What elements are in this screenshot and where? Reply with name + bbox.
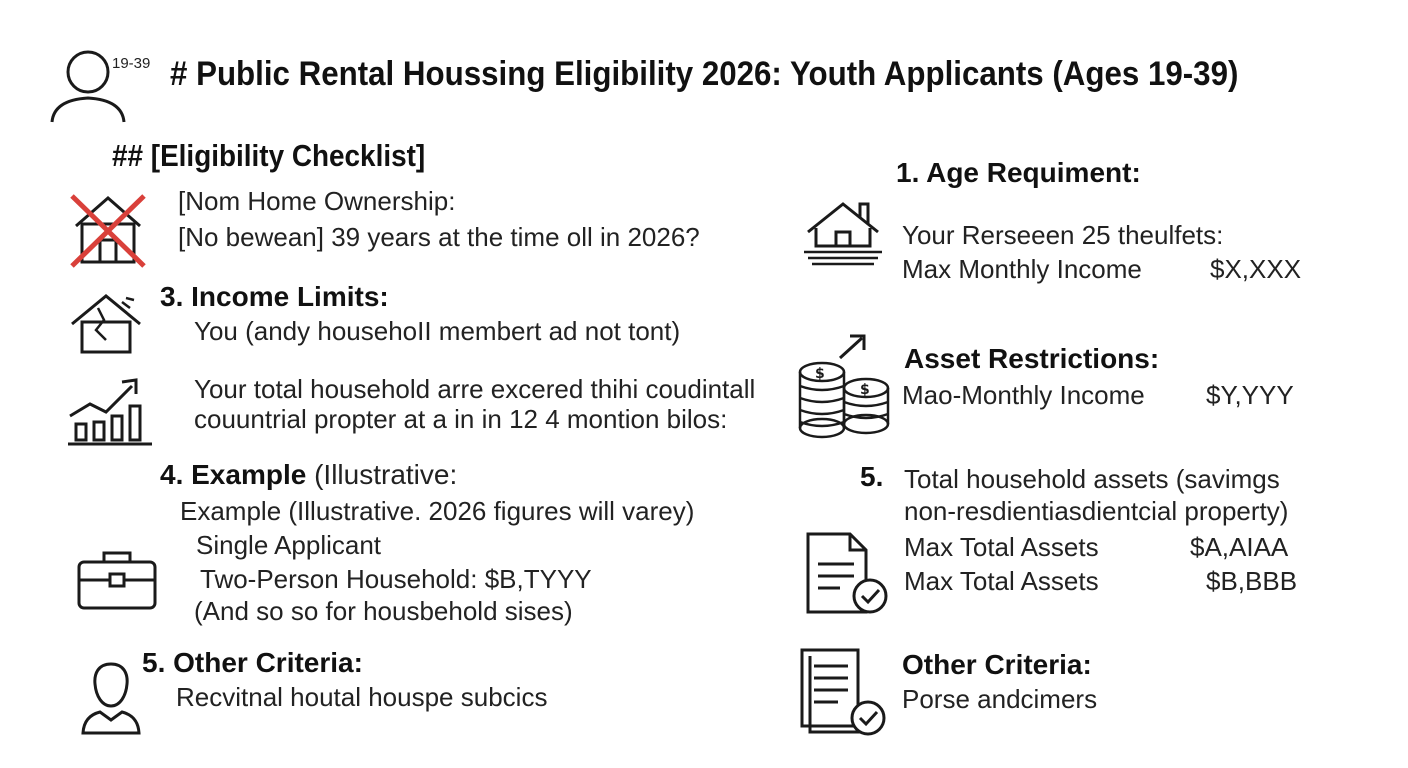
growth-chart-icon — [66, 372, 154, 448]
age-requirement-heading: 1. Age Requiment: — [896, 157, 1141, 188]
svg-text:$: $ — [860, 382, 870, 398]
user-icon — [80, 660, 142, 736]
age-requirement-line1: Your Rerseeen 25 theulfets: — [902, 220, 1224, 250]
age-range-badge: 19-39 — [112, 55, 151, 72]
svg-text:$: $ — [815, 366, 825, 382]
max-total-assets-label2: Max Total Assets — [904, 566, 1099, 596]
example-heading-rest: (Illustrative: — [314, 459, 458, 490]
briefcase-icon — [76, 548, 158, 612]
asset-restrictions-heading: Asset Restrictions: — [904, 343, 1160, 374]
house-icon — [802, 196, 884, 266]
income-limits-heading: 3. Income Limits: — [160, 281, 389, 312]
max-total-assets-value2: $B,BBB — [1206, 566, 1298, 596]
age-max-income-value: $X,XXX — [1210, 254, 1302, 284]
right-other-criteria-heading: Other Criteria: — [902, 649, 1092, 680]
document-check-icon — [804, 530, 890, 616]
example-line4: (And so so for housbehold sises) — [194, 596, 573, 626]
home-ownership-line1: [Nom Home Ownership: — [178, 186, 456, 216]
example-heading — [160, 460, 457, 490]
asset-monthly-income-label: Mao-Monthly Income — [902, 380, 1145, 410]
home-ownership-line2: [No bewean] 39 years at the time oll in 2026? — [178, 222, 700, 252]
total-assets-number: 5. — [860, 461, 884, 492]
income-limits-desc1: Your total household arre excered thihi coudintall — [194, 374, 756, 404]
income-limits-line1: You (andy househoII membert ad not tont) — [194, 316, 681, 346]
other-criteria-line1: Recvitnal houtal houspe subcics — [176, 682, 548, 712]
example-line2: Single Applicant — [196, 530, 382, 560]
coins-icon — [796, 328, 896, 440]
no-house-icon — [66, 190, 150, 270]
total-assets-line1: Total household assets (savimgs — [904, 464, 1280, 494]
example-heading-bold: 4. Example — [160, 459, 307, 490]
max-total-assets-label1: Max Total Assets — [904, 532, 1099, 562]
other-criteria-heading: 5. Other Criteria: — [142, 647, 363, 678]
example-line3: Two-Person Household: $B,TYYY — [200, 564, 592, 594]
example-line1: Example (Illustrative. 2026 figures will varey) — [180, 496, 695, 526]
asset-monthly-income-value: $Y,YYY — [1206, 380, 1294, 410]
page-title: # Public Rental Houssing Eligibility 2026: Youth Applicants (Ages 19-39) — [170, 55, 1239, 93]
total-assets-line2: non-resdientiasdientcial property) — [904, 496, 1289, 526]
checklist-document-icon — [798, 646, 888, 738]
right-other-criteria-line1: Porse andcimers — [902, 684, 1098, 714]
income-limits-desc2: couuntrial propter at a in in 12 4 montion bilos: — [194, 404, 728, 434]
checklist-heading: ## [Eligibility Checklist] — [112, 138, 426, 173]
age-max-income-label: Max Monthly Income — [902, 254, 1142, 284]
house-damage-icon — [68, 290, 144, 356]
max-total-assets-value1: $A,AIAA — [1190, 532, 1289, 562]
